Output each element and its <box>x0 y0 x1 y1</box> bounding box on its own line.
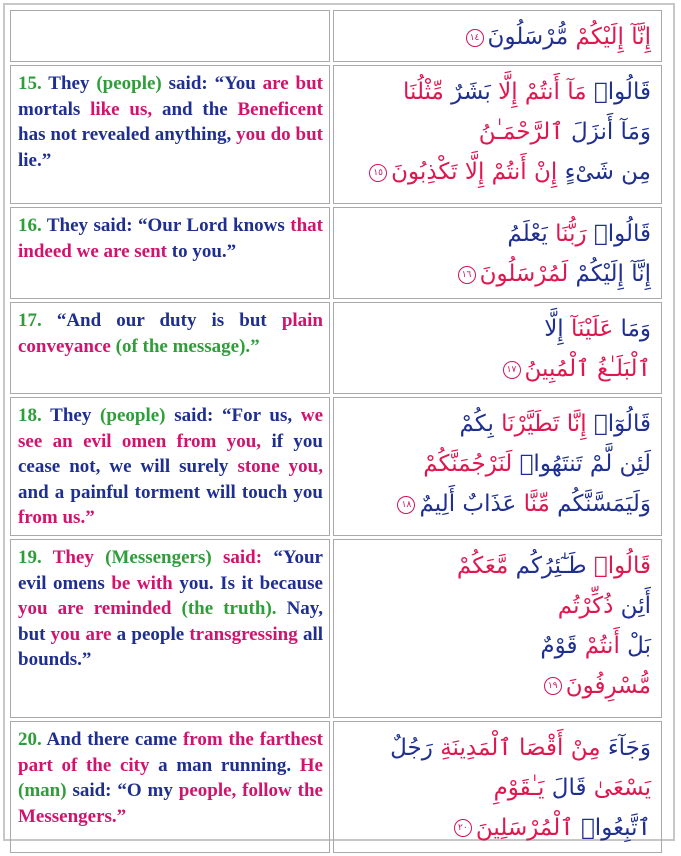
arabic-word: قَالَ <box>544 774 587 801</box>
arabic-word: لَمُرْسَلُونَ <box>479 261 569 287</box>
ayah-number-marker-icon: ١٤ <box>466 29 484 47</box>
arabic-cell-18 <box>333 397 662 536</box>
arabic-line <box>342 444 651 484</box>
arabic-line <box>342 309 651 349</box>
arabic-word: أَئِن <box>613 592 651 619</box>
ayah-number-marker-icon: ١٦ <box>458 266 476 284</box>
arabic-word: لَئِن لَّمْ <box>582 451 651 477</box>
arabic-word: طَـٰٓئِرُكُم <box>508 552 587 579</box>
translation-text: like us, <box>90 98 162 120</box>
arabic-word: إِنْ أَنتُمْ إِلَّا <box>457 159 558 185</box>
arabic-word: ٱتَّبِعُوا۟ <box>573 814 651 841</box>
verse-number: 19. <box>18 546 53 568</box>
arabic-word: قَالُوا۟ <box>586 552 651 579</box>
arabic-cell-15 <box>333 65 662 204</box>
arabic-word: رَجُلٌ <box>390 734 433 761</box>
translation-text: we see an evil omen from you, <box>18 405 323 452</box>
verse-row-16 <box>10 207 662 299</box>
translation-text: (Messengers) <box>105 546 223 568</box>
arabic-word: أَنتُمْ <box>577 632 620 659</box>
translation-text: Beneficent <box>237 98 323 120</box>
arabic-word: لَنَرْجُمَنَّكُمْ <box>423 451 513 477</box>
translation-text: has not revealed anything, <box>18 124 237 146</box>
translation-text: a people <box>116 623 190 645</box>
arabic-cell-19 <box>333 539 662 718</box>
translation-text: that indeed we are sent <box>18 215 323 262</box>
arabic-word: إِلَّا <box>544 316 564 342</box>
verse-number: 20. <box>18 728 47 750</box>
arabic-word: قَالُوا۟ <box>586 79 651 105</box>
translation-text: (people) <box>100 405 175 426</box>
translation-text: (of the message).” <box>115 335 260 357</box>
arabic-word: وَمَا <box>613 316 651 342</box>
arabic-line <box>342 112 651 152</box>
translation-text: lie.” <box>18 149 52 171</box>
translation-text: said: “You <box>168 73 263 94</box>
verse-row-17 <box>10 302 662 394</box>
verse-row-15 <box>10 65 662 204</box>
translation-text: if you cease not, we will surely <box>18 430 323 478</box>
arabic-word: عَلَيْنَآ <box>563 316 614 342</box>
arabic-word: يَـٰقَوْمِ <box>493 774 545 801</box>
arabic-line <box>342 152 651 192</box>
verse-row-18 <box>10 397 662 536</box>
english-cell-18 <box>10 397 330 536</box>
english-cell-16 <box>10 207 330 299</box>
arabic-cell-14 <box>333 10 662 62</box>
arabic-line <box>342 214 651 254</box>
arabic-line <box>342 72 651 112</box>
english-cell-20 <box>10 721 330 853</box>
translation-text: a man running. <box>158 754 300 776</box>
translation-text: said: “For us, <box>174 405 301 426</box>
translation-text: They <box>48 73 97 94</box>
translation-text: (the truth). <box>181 598 287 620</box>
arabic-line <box>342 546 651 586</box>
translation-text: to you.” <box>171 240 237 262</box>
arabic-word: يَعْلَمُ <box>507 221 548 247</box>
arabic-word: مِّثْلُنَا <box>403 79 444 105</box>
arabic-line <box>342 666 651 706</box>
translation-text: and the <box>161 98 238 120</box>
arabic-word: ٱلْبَلَـٰغُ ٱلْمُبِينُ <box>524 356 651 382</box>
arabic-word: مِن شَىْءٍ <box>557 159 651 185</box>
translation-text: Nay, but <box>18 598 324 645</box>
arabic-word: تَكْذِبُونَ <box>391 159 458 185</box>
translation-text: all bounds.” <box>18 623 324 671</box>
arabic-line <box>342 728 651 768</box>
verse-row-20 <box>10 721 662 853</box>
translation-text: plain conveyance <box>18 310 324 357</box>
translation-text: They said: “Our Lord knows <box>46 215 291 236</box>
arabic-word: مَّعَكُمْ <box>456 552 509 579</box>
translation-text: said: <box>223 546 274 568</box>
arabic-cell-20 <box>333 721 662 853</box>
translation-text: stone you, <box>237 456 323 478</box>
arabic-word: إِنَّآ إِلَيْكُمْ <box>568 261 651 287</box>
ayah-number-marker-icon: ١٥ <box>369 164 387 182</box>
arabic-line <box>342 768 651 808</box>
translation-text: He <box>299 754 323 776</box>
arabic-word: ٱلْمُرْسَلِينَ <box>475 814 574 841</box>
ayah-number-marker-icon: ٢٠ <box>454 819 472 837</box>
arabic-word: مِنْ أَقْصَا ٱلْمَدِينَةِ <box>432 734 601 761</box>
arabic-line <box>342 349 651 389</box>
verse-number: 17. <box>18 310 57 331</box>
arabic-word: وَجَآءَ <box>600 734 651 761</box>
arabic-word: مُّرْسَلُونَ <box>487 24 569 50</box>
translation-text: They <box>50 405 101 426</box>
translation-text: you are reminded <box>18 598 182 620</box>
arabic-word: رَبُّنَا <box>547 221 587 247</box>
arabic-word: إِنَّا تَطَيَّرْنَا <box>493 411 587 437</box>
arabic-line <box>342 17 651 57</box>
verse-row-14 <box>10 10 662 62</box>
arabic-word: مَآ أَنتُمْ إِلَّا <box>490 79 587 105</box>
arabic-word: مُّسْرِفُونَ <box>565 672 651 699</box>
arabic-line <box>342 586 651 626</box>
arabic-word: وَلَيَمَسَّنَّكُم <box>549 491 651 517</box>
arabic-line <box>342 484 651 524</box>
translation-text: (people) <box>96 73 169 94</box>
arabic-word: إِنَّآ إِلَيْكُمْ <box>568 24 651 50</box>
translation-text: mortals <box>18 98 91 120</box>
arabic-line <box>342 254 651 294</box>
verse-row-19 <box>10 539 662 718</box>
translation-text: from us.” <box>18 507 95 529</box>
arabic-word: قَوْمٌ <box>540 632 578 659</box>
arabic-word: ذُكِّرْتُم <box>557 592 614 619</box>
arabic-cell-16 <box>333 207 662 299</box>
translation-text: said: “O my <box>72 780 179 802</box>
translation-text: you are <box>50 623 117 645</box>
translation-text: And there came <box>46 728 183 750</box>
arabic-word: ٱلرَّحْمَـٰنُ <box>478 119 564 145</box>
english-cell-15 <box>10 65 330 204</box>
translation-text: “Your evil omens <box>18 546 323 594</box>
translation-text: people, follow the Messengers.” <box>18 780 323 827</box>
translation-text: (man) <box>18 780 73 802</box>
translation-text: from the farthest part of the city <box>18 728 323 776</box>
arabic-word: بَشَرٌ <box>443 79 491 105</box>
arabic-word: يَسْعَىٰ <box>586 774 651 801</box>
arabic-word: بَلْ <box>619 632 651 659</box>
arabic-word: وَمَآ <box>613 119 651 145</box>
verse-table <box>7 7 665 856</box>
arabic-line <box>342 404 651 444</box>
translation-text: They <box>52 546 106 568</box>
translation-text: be with <box>111 572 180 594</box>
arabic-word: أَنزَلَ <box>563 119 614 145</box>
arabic-word: قَالُوٓا۟ <box>586 411 651 437</box>
arabic-word: بِكُمْ <box>459 411 494 437</box>
arabic-cell-17 <box>333 302 662 394</box>
translation-text: you. Is it because <box>179 572 323 594</box>
arabic-line <box>342 808 651 848</box>
arabic-word: تَنتَهُوا۟ <box>512 451 583 477</box>
arabic-line <box>342 626 651 666</box>
verse-number: 15. <box>18 73 49 94</box>
translation-text: transgressing <box>189 623 303 645</box>
translation-text: you do but <box>236 124 323 146</box>
translation-text: are but <box>262 73 323 94</box>
translation-text: and a painful torment will touch you <box>18 481 323 503</box>
verse-number: 18. <box>18 405 51 426</box>
ayah-number-marker-icon: ١٩ <box>544 677 562 695</box>
english-cell-14 <box>10 10 330 62</box>
translation-text: “And our duty is but <box>56 310 282 331</box>
arabic-word: قَالُوا۟ <box>586 221 651 247</box>
ayah-number-marker-icon: ١٨ <box>397 496 415 514</box>
ayah-number-marker-icon: ١٧ <box>503 361 521 379</box>
english-cell-17 <box>10 302 330 394</box>
verse-number: 16. <box>18 215 47 236</box>
arabic-word: عَذَابٌ أَلِيمٌ <box>419 491 517 517</box>
arabic-word: مِّنَّا <box>516 491 550 517</box>
english-cell-19 <box>10 539 330 718</box>
